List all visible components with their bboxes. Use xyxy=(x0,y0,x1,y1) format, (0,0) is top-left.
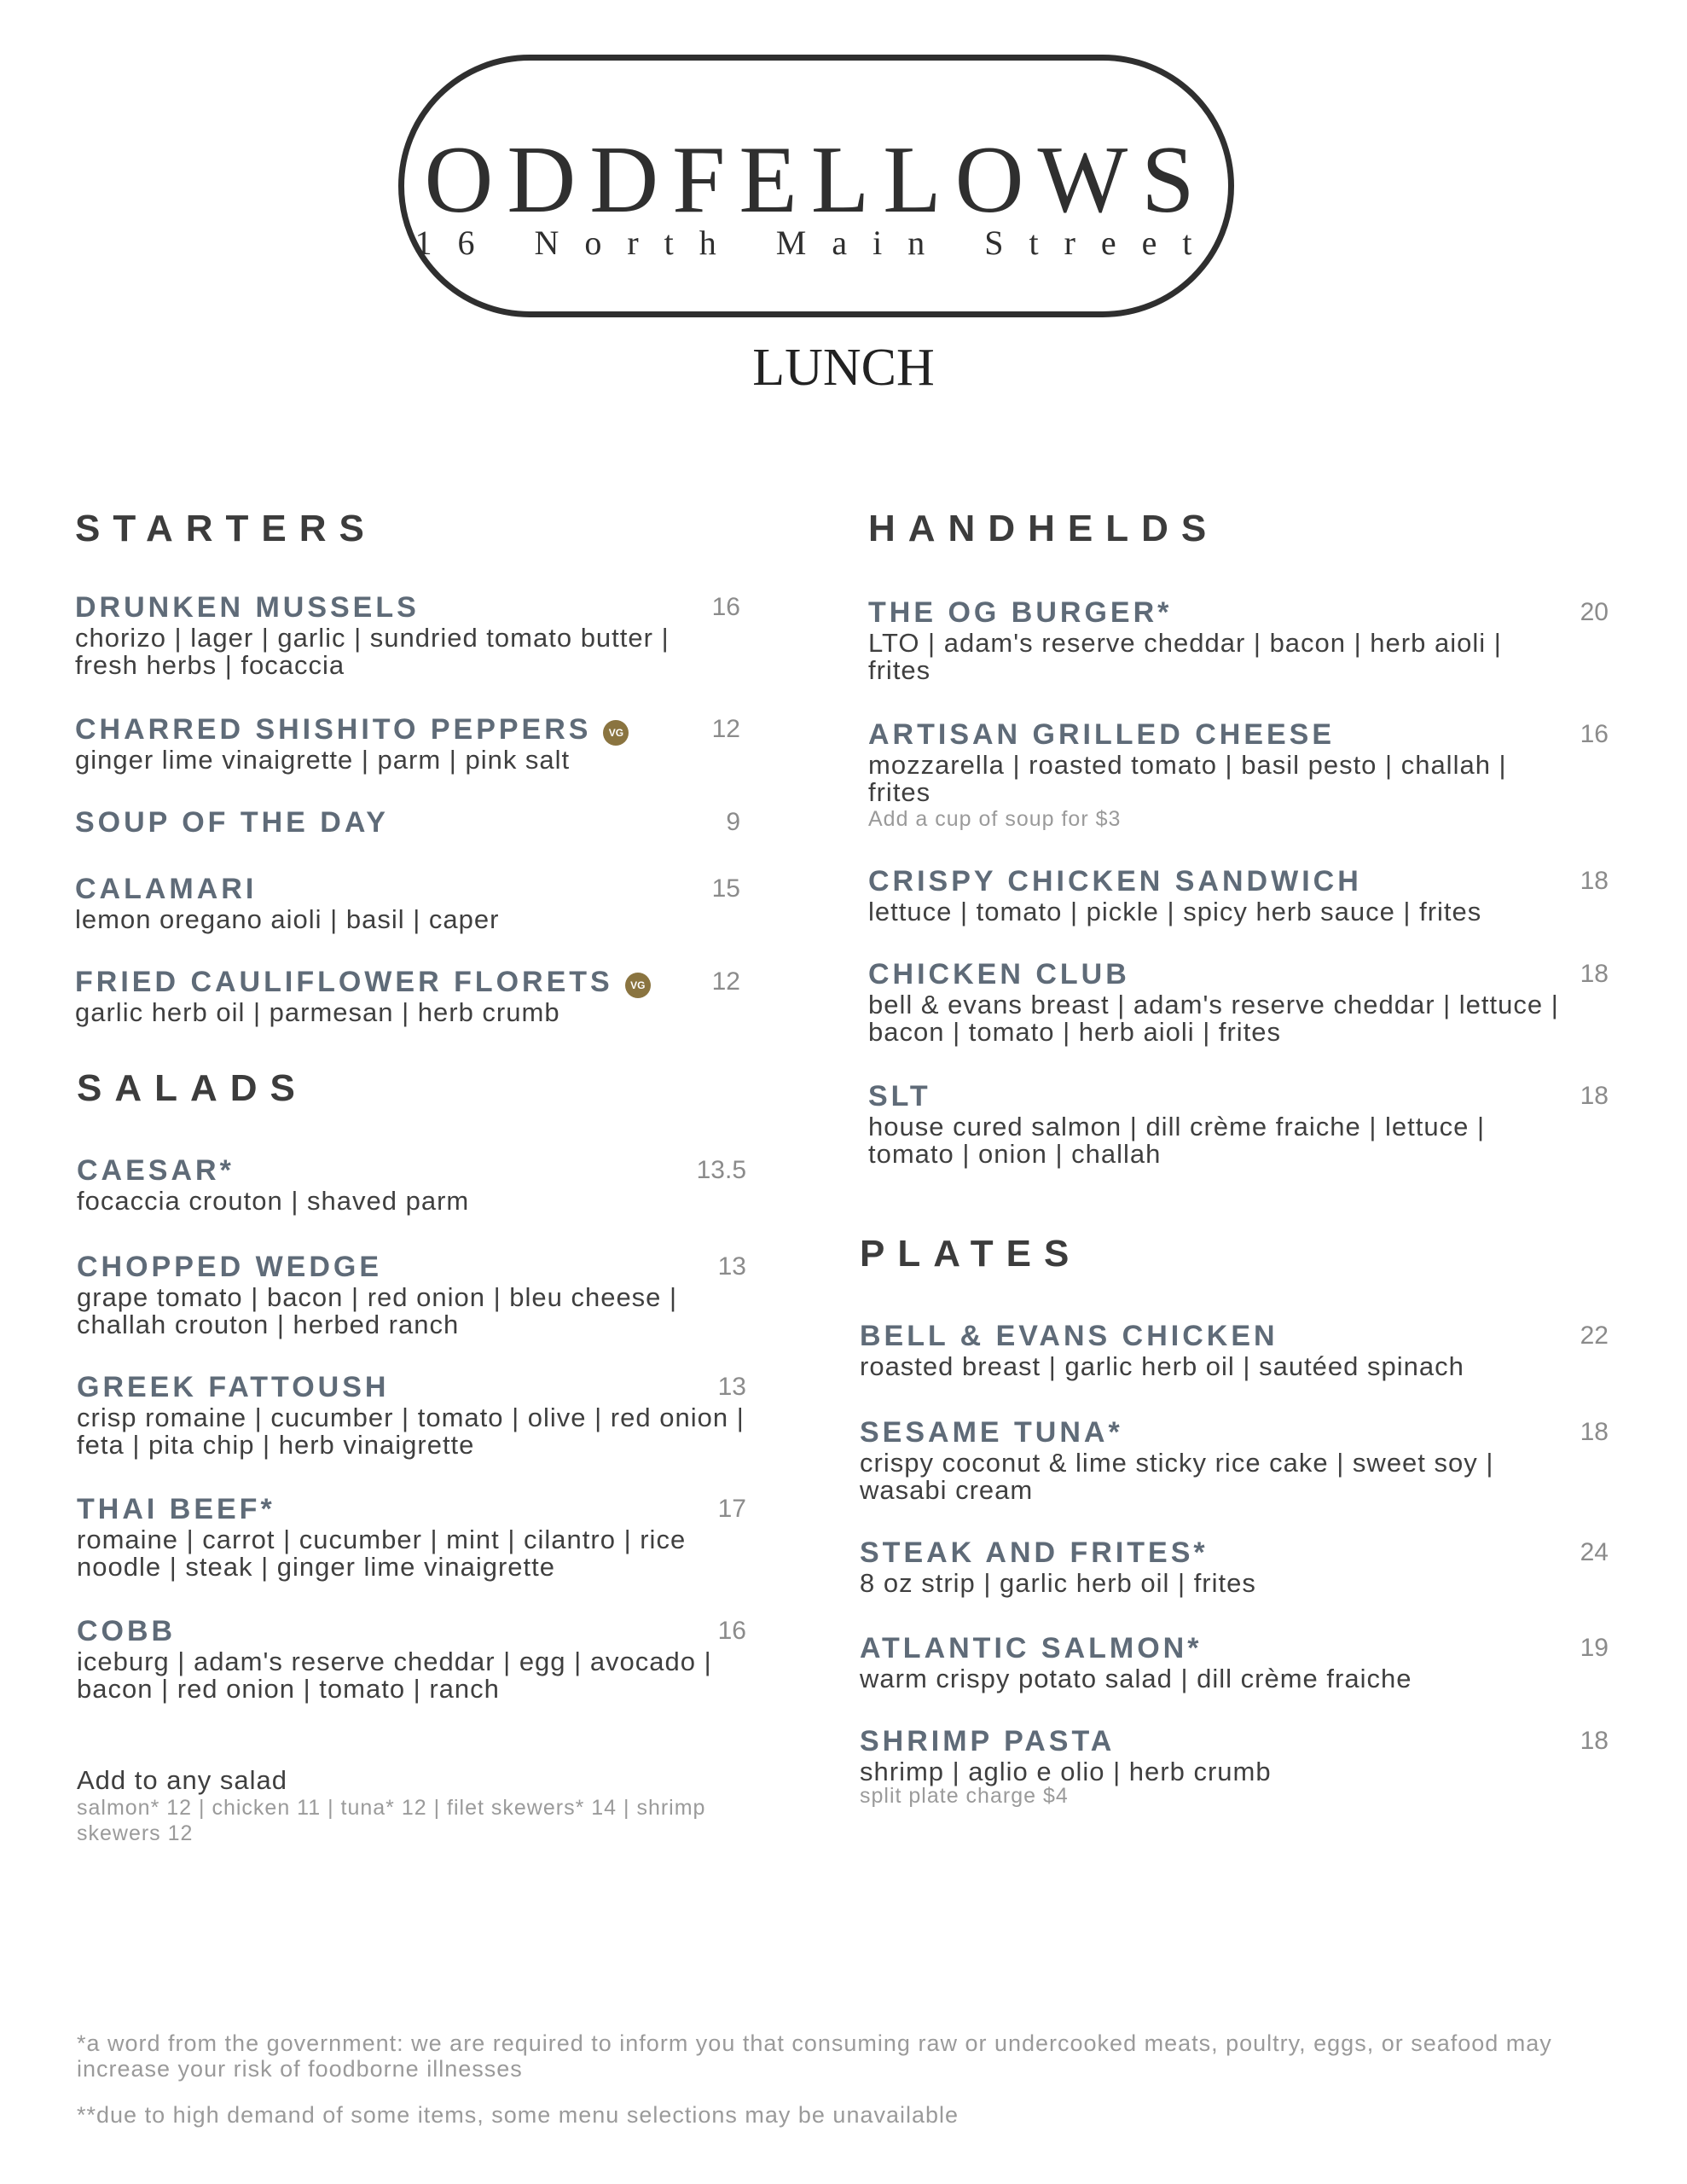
item-name: DRUNKEN MUSSELS xyxy=(75,591,420,624)
item-name: FRIED CAULIFLOWER FLORETS xyxy=(75,966,613,998)
item-price: 18 xyxy=(1580,867,1609,895)
item-name: CHARRED SHISHITO PEPPERS xyxy=(75,713,592,746)
menu-item xyxy=(75,805,740,839)
vegan-badge-icon: VG xyxy=(603,720,629,746)
restaurant-address: 16 North Main Street xyxy=(415,224,1218,262)
item-price: 17 xyxy=(717,1495,746,1523)
menu-item xyxy=(860,1319,1609,1380)
menu-item xyxy=(77,1370,746,1459)
item-name: CAESAR* xyxy=(77,1154,235,1187)
menu-item xyxy=(75,712,740,774)
item-price: 9 xyxy=(726,808,740,836)
item-description: mozzarella | roasted tomato | basil pesto | challah | frites xyxy=(868,750,1507,807)
item-description: lettuce | tomato | pickle | spicy herb sauce | frites xyxy=(868,897,1482,926)
item-note: split plate charge $4 xyxy=(860,1784,1069,1808)
menu-item xyxy=(860,1631,1609,1693)
item-price: 22 xyxy=(1580,1321,1609,1350)
item-name: CHICKEN CLUB xyxy=(868,958,1130,990)
vegan-badge-icon: VG xyxy=(625,973,651,998)
item-name: ARTISAN GRILLED CHEESE xyxy=(868,718,1336,751)
item-price: 18 xyxy=(1580,1418,1609,1446)
menu-item xyxy=(77,1250,746,1339)
item-name: BELL & EVANS CHICKEN xyxy=(860,1320,1278,1352)
addon-title: Add to any salad xyxy=(77,1765,287,1795)
item-description: crisp romaine | cucumber | tomato | olive | red onion | feta | pita chip | herb vinaigrette xyxy=(77,1403,745,1460)
menu-item xyxy=(860,1724,1609,1806)
item-description: bell & evans breast | adam's reserve cheddar | lettuce | bacon | tomato | herb aioli | frites xyxy=(868,990,1559,1047)
restaurant-logo xyxy=(398,55,1234,317)
menu-item xyxy=(860,1415,1609,1504)
item-price: 15 xyxy=(711,874,740,903)
restaurant-name: ODDFELLOWS xyxy=(424,127,1209,233)
item-name: CALAMARI xyxy=(75,873,258,905)
item-description: ginger lime vinaigrette | parm | pink salt xyxy=(75,745,571,775)
item-name: THE OG BURGER* xyxy=(868,596,1173,629)
item-name: COBB xyxy=(77,1615,177,1647)
item-description: shrimp | aglio e olio | herb crumb xyxy=(860,1757,1272,1786)
item-name: CHOPPED WEDGE xyxy=(77,1251,383,1283)
availability-note: **due to high demand of some items, some menu selections may be unavailable xyxy=(77,2102,959,2128)
menu-title: LUNCH xyxy=(752,339,935,397)
raw-food-warning: *a word from the government: we are required to inform you that consuming raw or undercooked meats, poultry, eggs, or seafood may increase your risk of foodborne illnesses xyxy=(77,2030,1552,2082)
section-title-handhelds: HANDHELDS xyxy=(868,508,1220,549)
menu-item xyxy=(77,1153,746,1215)
item-description: grape tomato | bacon | red onion | bleu cheese | challah crouton | herbed ranch xyxy=(77,1282,678,1339)
item-price: 19 xyxy=(1580,1634,1609,1662)
section-title-salads: SALADS xyxy=(77,1067,308,1109)
item-name: GREEK FATTOUSH xyxy=(77,1371,390,1403)
item-description: roasted breast | garlic herb oil | sautéed spinach xyxy=(860,1351,1464,1381)
item-price: 24 xyxy=(1580,1538,1609,1566)
item-description: focaccia crouton | shaved parm xyxy=(77,1186,470,1216)
item-price: 16 xyxy=(711,593,740,621)
addon-detail: salmon* 12 | chicken 11 | tuna* 12 | filet skewers* 14 | shrimp skewers 12 xyxy=(77,1796,706,1845)
salad-addons xyxy=(77,1766,708,1846)
item-description: crispy coconut & lime sticky rice cake | sweet soy | wasabi cream xyxy=(860,1448,1494,1505)
menu-item xyxy=(868,1079,1609,1168)
item-name: STEAK AND FRITES* xyxy=(860,1536,1209,1569)
menu-item xyxy=(77,1614,746,1703)
item-description: LTO | adam's reserve cheddar | bacon | herb aioli | frites xyxy=(868,628,1502,685)
menu-item xyxy=(75,590,740,679)
item-description: chorizo | lager | garlic | sundried tomato butter | fresh herbs | focaccia xyxy=(75,623,670,680)
section-title-starters: STARTERS xyxy=(75,508,377,549)
item-price: 13 xyxy=(717,1373,746,1401)
item-price: 13 xyxy=(717,1252,746,1281)
item-name: SOUP OF THE DAY xyxy=(75,806,389,839)
menu-item xyxy=(868,864,1609,926)
item-price: 18 xyxy=(1580,960,1609,988)
item-price: 12 xyxy=(711,967,740,996)
menu-item xyxy=(868,595,1609,684)
item-price: 18 xyxy=(1580,1082,1609,1110)
item-price: 16 xyxy=(1580,720,1609,748)
item-price: 13.5 xyxy=(696,1156,746,1184)
menu-item xyxy=(75,872,740,933)
item-description: house cured salmon | dill crème fraiche | lettuce | tomato | onion | challah xyxy=(868,1112,1486,1169)
item-description: lemon oregano aioli | basil | caper xyxy=(75,904,500,934)
item-price: 20 xyxy=(1580,598,1609,626)
item-description: garlic herb oil | parmesan | herb crumb xyxy=(75,997,560,1027)
item-name: SLT xyxy=(868,1080,931,1112)
item-description: 8 oz strip | garlic herb oil | frites xyxy=(860,1568,1256,1598)
item-description: warm crispy potato salad | dill crème fraiche xyxy=(860,1664,1412,1693)
menu-item xyxy=(860,1536,1609,1597)
item-price: 16 xyxy=(717,1617,746,1645)
item-note: Add a cup of soup for $3 xyxy=(868,807,1122,831)
item-price: 18 xyxy=(1580,1727,1609,1755)
item-name: SHRIMP PASTA xyxy=(860,1725,1116,1757)
menu-item xyxy=(868,957,1609,1046)
menu-item xyxy=(77,1492,746,1581)
menu-item xyxy=(868,717,1609,832)
item-description: iceburg | adam's reserve cheddar | egg | avocado | bacon | red onion | tomato | ranch xyxy=(77,1647,712,1704)
item-description: romaine | carrot | cucumber | mint | cilantro | rice noodle | steak | ginger lime vinaigrette xyxy=(77,1525,687,1582)
item-price: 12 xyxy=(711,715,740,743)
item-name: THAI BEEF* xyxy=(77,1493,275,1525)
menu-item xyxy=(75,965,740,1026)
section-title-plates: PLATES xyxy=(860,1233,1082,1275)
item-name: CRISPY CHICKEN SANDWICH xyxy=(868,865,1362,897)
item-name: SESAME TUNA* xyxy=(860,1416,1123,1449)
item-name: ATLANTIC SALMON* xyxy=(860,1632,1203,1664)
